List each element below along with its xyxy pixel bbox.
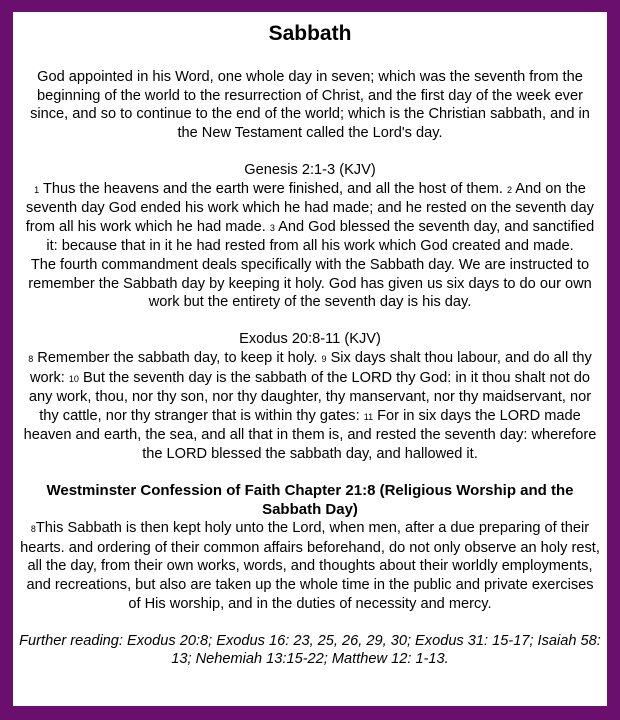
verse-text: Remember the sabbath day, to keep it holy. xyxy=(37,349,318,366)
further-reading: Further reading: Exodus 20:8; Exodus 16: 23, 25, 26, 29, 30; Exodus 31: 15-17; Isaiah 58: 13; Nehemiah 13:15-22; Matthew 12: 1-13. xyxy=(19,632,601,668)
verse-number: 9 xyxy=(321,353,327,364)
westminster-text: This Sabbath is then kept holy unto the Lord, when men, after a due preparing of their hearts. and ordering of their common affairs beforehand, do not only observe an holy rest, all the day, from their own works, words, and thoughts about their worldly employments, and recreations, but also are taken up the whole time in the public and private exercises of His worship, and in the duties of necessity and mercy. xyxy=(20,520,600,612)
exodus-reference: Exodus 20:8-11 (KJV) xyxy=(239,331,381,348)
content-card xyxy=(13,12,607,706)
verse-number: 2 xyxy=(507,184,513,195)
westminster-heading: Westminster Confession of Faith Chapter 21:8 (Religious Worship and the Sabbath Day) xyxy=(46,482,574,518)
commentary-paragraph: The fourth commandment deals specifically with the Sabbath day. We are instructed to remember the Sabbath day by keeping it holy. God has given us six days to do our own work but the entirety of the seventh day is his day. xyxy=(28,256,592,311)
verse-text: Thus the heavens and the earth were finished, and all the host of them. xyxy=(42,180,503,197)
verse-text: For in six days the LORD made heaven and earth, the sea, and all that in them is, and rested the seventh day: wherefore the LORD blessed the sabbath day, and hallowed it. xyxy=(23,407,597,462)
intro-paragraph: God appointed in his Word, one whole day in seven; which was the seventh from the beginning of the world to the resurrection of Christ, and the first day of the week ever since, and so to continue to the end of the world; which is the Christian sabbath, and in the New Testament called the Lord's day. xyxy=(30,69,590,141)
verse-number: 1 xyxy=(34,184,40,195)
verse-number: 8 xyxy=(28,353,34,364)
verse-number: 3 xyxy=(269,222,275,233)
verse-number: 8 xyxy=(30,524,36,535)
verse-number: 10 xyxy=(68,373,79,384)
verse-text: Six days shalt thou labour, and do all thy work: xyxy=(29,349,592,386)
spacer xyxy=(19,613,601,632)
spacer xyxy=(19,142,601,161)
spacer xyxy=(19,463,601,482)
verse-text: But the seventh day is the sabbath of the LORD thy God: in it thou shalt not do any work, thou, nor thy son, nor thy daughter, thy manservant, nor thy maidservant, nor thy cattle, nor thy stranger that is within thy gates: xyxy=(28,369,592,424)
page-title: Sabbath xyxy=(268,22,352,45)
westminster-paragraph xyxy=(19,519,601,613)
genesis-reference: Genesis 2:1-3 (KJV) xyxy=(244,161,376,178)
exodus-passage xyxy=(19,349,601,464)
genesis-passage xyxy=(19,180,601,256)
verse-text: And on the seventh day God ended his work which he had made; and he rested on the seventh day from all his work which he had made. xyxy=(25,180,594,235)
verse-text: And God blessed the seventh day, and sanctified it: because that in it he had rested from all his work which God created and made. xyxy=(46,218,595,255)
verse-number: 11 xyxy=(363,411,374,422)
spacer xyxy=(19,312,601,331)
